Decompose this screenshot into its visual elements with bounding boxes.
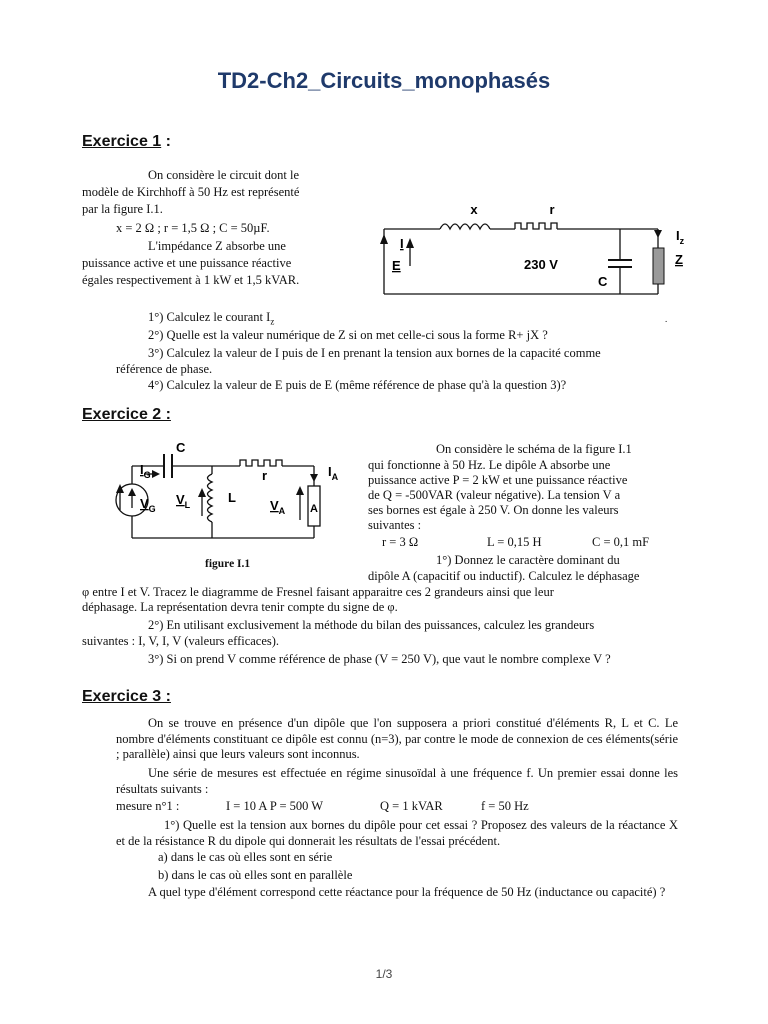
- ex2-text-line: de Q = -500VAR (valeur négative). La tension V a: [368, 488, 621, 502]
- ex2-value-l: L = 0,15 H: [487, 535, 542, 549]
- fig2-label-ig: $I_G$: [140, 462, 151, 480]
- ex2-text-line: qui fonctionne à 50 Hz. Le dipôle A absorbe une: [368, 458, 611, 472]
- page-mark: .: [665, 314, 668, 324]
- ex1-intro-line: modèle de Kirchhoff à 50 Hz est représenté: [82, 185, 300, 199]
- ex1-intro-line: par la figure I.1.: [82, 202, 163, 216]
- ex3-question-1: 1°) Quelle est la tension aux bornes du dipôle pour cet essai ? Proposez des valeurs de la réactance X et de la résistance R du dipole qui donnerait les résultats de l'essai précédent.: [116, 818, 678, 848]
- ex1-question-3: 3°) Calculez la valeur de I puis de I en prenant la tension aux bornes de la capacité comme: [148, 346, 601, 360]
- exercise-1-heading: Exercice 1 :: [82, 133, 171, 150]
- exercise-2-heading: Exercice 2 :: [82, 406, 171, 423]
- ex1-intro-line: On considère le circuit dont le: [148, 168, 299, 182]
- fig2-dipole-a: A: [310, 503, 318, 515]
- ex3-paragraph-1: On se trouve en présence d'un dipôle que l'on supposera a priori constitué d'éléments R, L et C. Le nombre d'éléments constituant ce dipôle est connu (n=3), par contre le mode de connexion de ces éléments(série ; parallèle) ainsi que leurs valeurs sont inconnus.: [116, 716, 678, 761]
- fig2-label-r: r: [262, 468, 268, 483]
- ex2-text-line: On considère le schéma de la figure I.1: [436, 442, 632, 456]
- ex3-item-b: b) dans le cas où elles sont en parallèle: [158, 868, 353, 882]
- fig1-label-z: Z: [675, 252, 683, 267]
- ex1-question-1: 1°) Calculez le courant $I_z$: [148, 310, 275, 327]
- ex1-intro-line: L'impédance Z absorbe une: [148, 239, 286, 253]
- ex2-question-2-cont: suivantes : I, V, I, V (valeurs efficaces).: [82, 634, 280, 648]
- ex1-values: x = 2 Ω ; r = 1,5 Ω ; C = 50µF.: [116, 221, 270, 235]
- page-number: 1/3: [375, 967, 393, 981]
- ex3-mesure-label: mesure n°1 :: [116, 799, 180, 813]
- page-title: TD2-Ch2_Circuits_monophasés: [217, 68, 551, 93]
- ex2-figure-caption: figure I.1: [205, 558, 251, 570]
- ex1-intro-line: égales respectivement à 1 kW et 1,5 kVAR.: [82, 273, 300, 287]
- ex2-text-line: suivantes :: [368, 518, 422, 532]
- ex2-body-line: déphasage. La représentation devra tenir compte du signe de φ.: [82, 600, 398, 614]
- fig2-label-c: C: [176, 440, 186, 455]
- ex1-question-3-cont: référence de phase.: [116, 362, 213, 376]
- ex1-circuit-diagram: [370, 196, 700, 308]
- ex3-paragraph-2: Une série de mesures est effectuée en régime sinusoïdal à une fréquence f. Un premier essai donne les résultats suivants :: [116, 766, 678, 796]
- fig1-label-e: E: [392, 258, 401, 273]
- ex1-question-2: 2°) Quelle est la valeur numérique de Z si on met celle-ci sous la forme R+ jX ?: [148, 328, 548, 342]
- ex3-last-question: A quel type d'élément correspond cette réactance pour la fréquence de 50 Hz (inductance ou capacité) ?: [148, 885, 666, 899]
- ex3-mesure-current-power: I = 10 A P = 500 W: [226, 799, 324, 813]
- fig2-label-l: L: [228, 490, 236, 505]
- ex3-item-a: a) dans le cas où elles sont en série: [158, 850, 333, 864]
- fig1-label-c: C: [598, 274, 608, 289]
- ex2-body-line: φ entre I et V. Tracez le diagramme de Fresnel faisant apparaitre ces 2 grandeurs ainsi que leur: [82, 585, 554, 599]
- fig2-label-va: $V_A$: [270, 498, 286, 516]
- ex2-value-c: C = 0,1 mF: [592, 535, 650, 549]
- exercise-3-heading: Exercice 3 :: [82, 688, 171, 705]
- fig2-label-ia: $I_A$: [328, 464, 339, 482]
- fig1-label-iz: $I_z$: [676, 228, 685, 246]
- ex2-question-1-start: 1°) Donnez le caractère dominant du: [436, 553, 620, 567]
- fig1-label-voltage: 230 V: [524, 257, 558, 272]
- ex2-question-3: 3°) Si on prend V comme référence de phase (V = 250 V), que vaut le nombre complexe V ?: [148, 652, 611, 666]
- ex2-text-line: puissance active P = 2 kW et une puissance réactive: [368, 473, 628, 487]
- fig1-label-current-i: I: [400, 236, 404, 251]
- ex2-value-r: r = 3 Ω: [382, 535, 419, 549]
- fig2-label-vl: $V_L$: [176, 492, 191, 510]
- ex2-body-line: dipôle A (capacitif ou inductif). Calculez le déphasage: [368, 569, 640, 583]
- fig2-label-vg: $V_G$: [140, 496, 156, 514]
- fig1-label-r: r: [549, 202, 555, 217]
- fig1-label-x: x: [470, 202, 478, 217]
- ex2-question-2: 2°) En utilisant exclusivement la méthode du bilan des puissances, calculez les grandeurs: [148, 618, 595, 632]
- ex3-mesure-frequency: f = 50 Hz: [481, 799, 529, 813]
- ex1-intro-line: puissance active et une puissance réactive: [82, 256, 292, 270]
- ex1-question-4: 4°) Calculez la valeur de E puis de E (même référence de phase qu'à la question 3)?: [148, 378, 567, 392]
- ex2-circuit-diagram: [92, 438, 342, 550]
- ex2-text-line: ses bornes est égale à 250 V. On donne les valeurs: [368, 503, 619, 517]
- ex3-mesure-reactive: Q = 1 kVAR: [380, 799, 443, 813]
